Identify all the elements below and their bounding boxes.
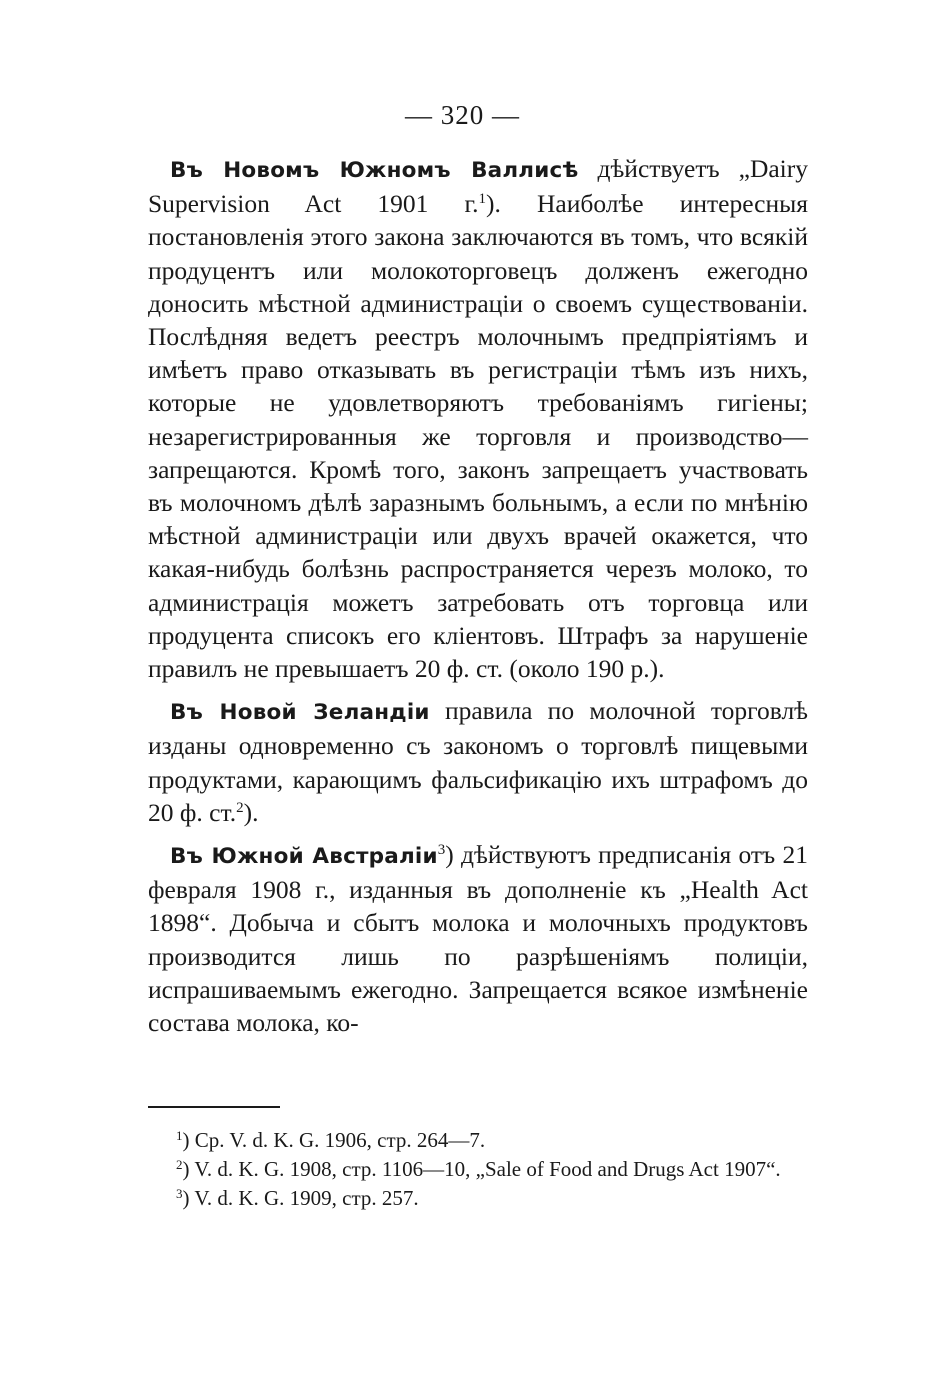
- footnote-text: ) V. d. K. G. 1908, стр. 1106—10, „Sale of Food and Drugs Act 1907“.: [182, 1157, 781, 1181]
- footnote-3: [148, 1184, 808, 1213]
- paragraph-text: правила по молочной торговлѣ изданы одновременно съ закономъ о торговлѣ пищевыми продуктами, карающимъ фальсификацію ихъ штрафомъ до 20 ф. ст.: [148, 696, 809, 827]
- footnote-text: ) V. d. K. G. 1909, стр. 257.: [182, 1186, 419, 1210]
- footnote-number: 1: [176, 1128, 183, 1143]
- footnote-text: ) Cp. V. d. K. G. 1906, стр. 264—7.: [182, 1128, 486, 1152]
- paragraph-south-australia: [148, 838, 808, 1039]
- footnote-ref: 2: [236, 799, 244, 816]
- paragraph-text: ). Наиболѣе интересныя постановленія этого закона заключаются въ томъ, что всякій продуцентъ или молокоторговецъ долженъ ежегодно доносить мѣстной администраціи о своемъ существованіи. Послѣдняя ведетъ реестръ молочнымъ предпріятіямъ и имѣетъ право отказывать въ регистраціи тѣмъ изъ нихъ, которые не удовлетворяютъ требованіямъ гигіены; незарегистрированныя же торговля и производство—запрещаются. Кромѣ того, законъ запрещаетъ участвовать въ молочномъ дѣлѣ заразнымъ больнымъ, а если по мнѣнію мѣстной администраціи или двухъ врачей окажется, что какая-нибудь болѣзнь распространяется черезъ молоко, то администрація можетъ затребовать отъ торговца или продуцента списокъ его кліентовъ. Штрафъ за нарушеніе правилъ не превышаетъ 20 ф. ст. (около 190 р.).: [148, 189, 808, 684]
- paragraph-text: дѣйствуетъ „Dairy Supervision Act 1901 г.: [148, 154, 808, 219]
- footnote-number: 2: [176, 1157, 183, 1172]
- page-number: — 320 —: [405, 100, 520, 130]
- paragraph-text: ) дѣйствуютъ предписанія отъ 21 февраля 1908 г., изданныя въ дополненіе къ „Health Act 1898“. Добыча и сбытъ молока и молочныхъ продуктовъ производится лишь по разрѣшеніямъ полиціи, испрашиваемымъ ежегодно. Запрещается всякое измѣненіе состава молока, ко-: [148, 840, 808, 1038]
- footnote-ref: 1: [478, 191, 486, 208]
- body-text: [148, 152, 808, 1039]
- region-heading: Въ Новой Зеландіи: [170, 700, 430, 726]
- region-heading: Въ Новомъ Южномъ Валлисѣ: [170, 158, 579, 183]
- footnotes: [148, 1126, 808, 1213]
- footnote-ref: 3: [437, 842, 446, 859]
- paragraph-new-zealand: [148, 694, 808, 829]
- footnote-1: [148, 1126, 808, 1155]
- footnote-number: 3: [176, 1186, 183, 1201]
- footnote-separator: [148, 1106, 280, 1108]
- paragraph-text: ).: [243, 797, 259, 827]
- paragraph-new-south-wales: [148, 152, 808, 685]
- footnote-2: [148, 1155, 808, 1184]
- region-heading: Въ Южной Австраліи: [170, 844, 438, 870]
